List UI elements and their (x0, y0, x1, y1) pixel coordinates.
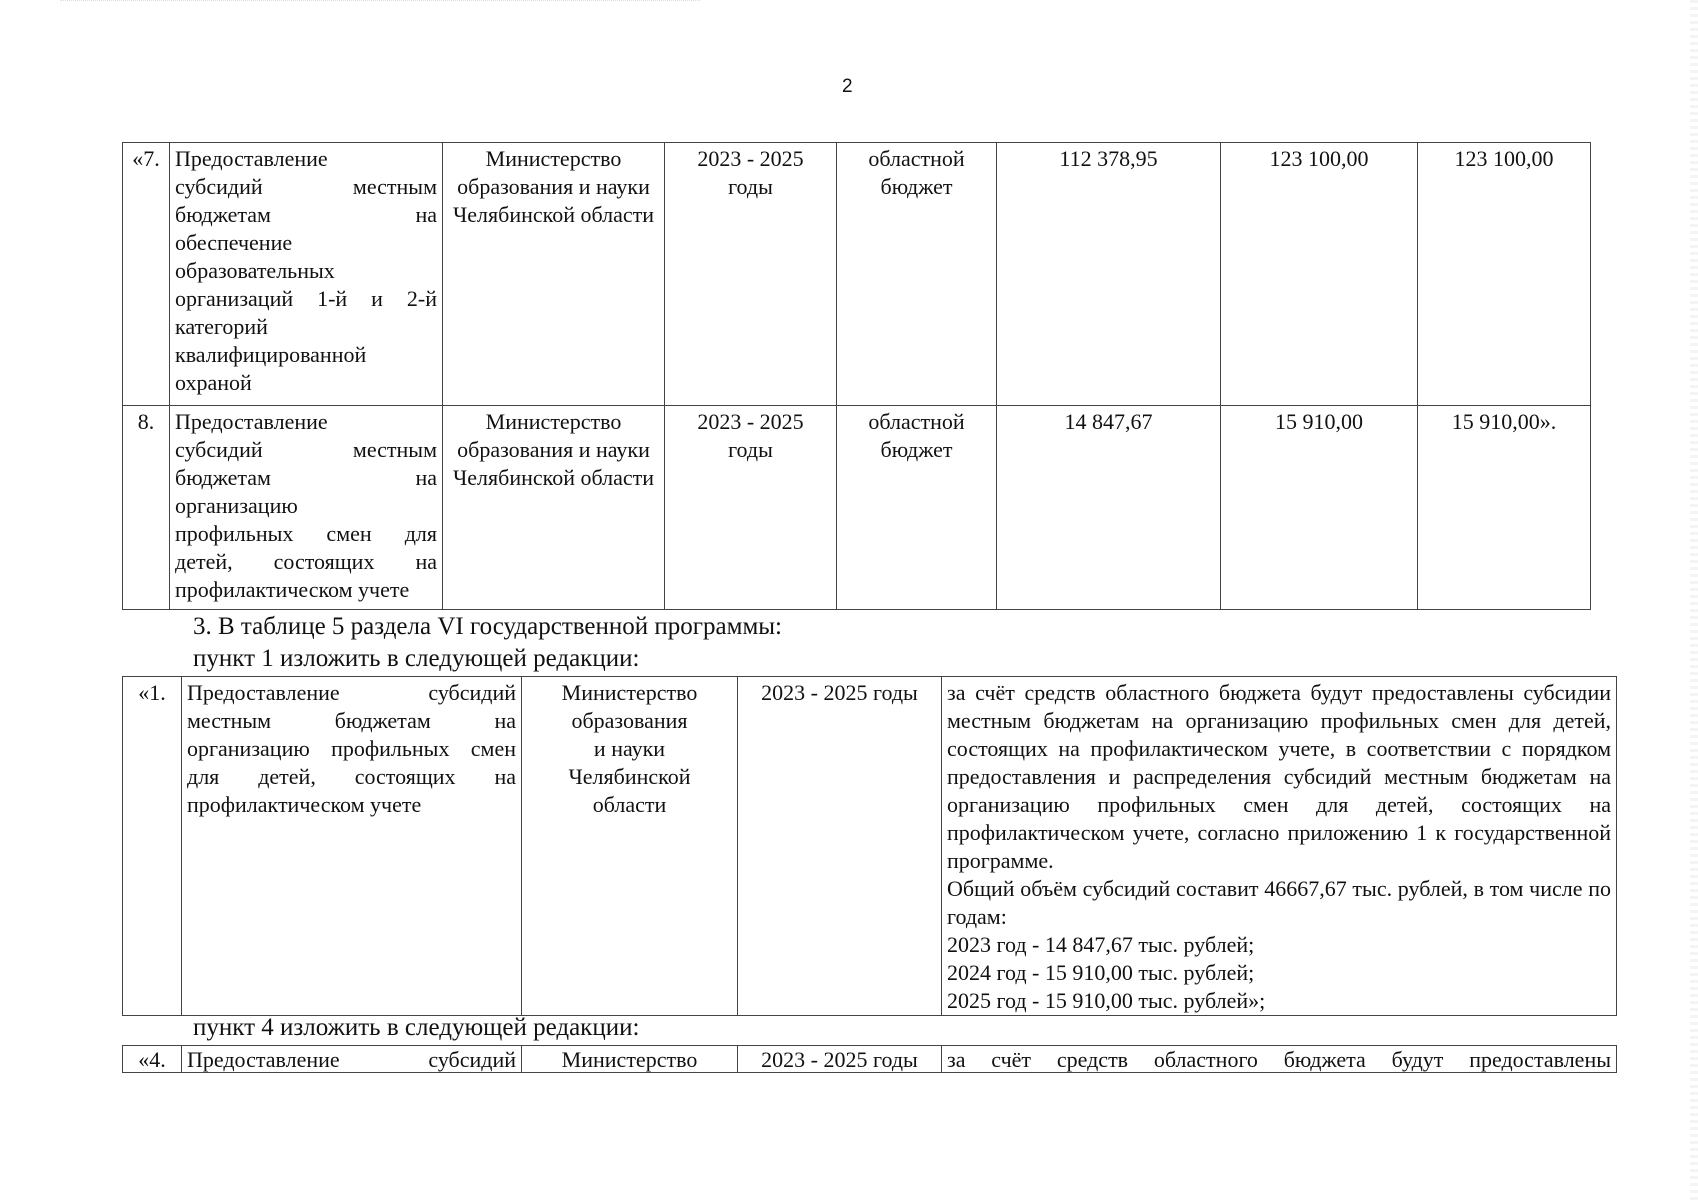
period: 2023 - 2025 годы (665, 143, 837, 406)
amount-2023: 14 847,67 (997, 406, 1221, 610)
period: 2023 - 2025 годы (738, 1046, 942, 1073)
table-row (123, 406, 1591, 610)
table-row (123, 1046, 1617, 1073)
amount-2024: 123 100,00 (1221, 143, 1418, 406)
amount-2025: 15 910,00». (1418, 406, 1591, 610)
item-1-table (122, 676, 1617, 1016)
activity-name: Предоставление субсидий местным бюджетам на обеспечение образовательных организаций 1-й и 2-й категорий квалифицированной охраной (170, 143, 443, 406)
executor: Министерство образования и науки Челябинской области (522, 677, 738, 1016)
amount-2023: 112 378,95 (997, 143, 1221, 406)
row-number: «7. (123, 143, 170, 406)
activity-description: за счёт средств областного бюджета будут предоставлены (942, 1046, 1617, 1073)
row-number: «4. (123, 1046, 182, 1073)
item-1-intro: пункт 1 изложить в следующей редакции: (193, 645, 640, 672)
section-3-heading: 3. В таблице 5 раздела VI государственной программы: (193, 613, 783, 640)
scan-artifact-right (1690, 0, 1698, 1200)
row-number: «1. (123, 677, 182, 1016)
activity-name: Предоставление субсидий местным бюджетам на организацию профильных смен для детей, состоящих на профилактическом учете (182, 677, 522, 1016)
period: 2023 - 2025 годы (665, 406, 837, 610)
program-activities-table (122, 142, 1591, 610)
executor: Министерство образования и науки Челябинской области (443, 143, 665, 406)
amount-2025: 123 100,00 (1418, 143, 1591, 406)
page-number: 2 (842, 76, 853, 97)
row-number: 8. (123, 406, 170, 610)
period: 2023 - 2025 годы (738, 677, 942, 1016)
activity-description: за счёт средств областного бюджета будут предоставлены субсидии местным бюджетам на организацию профильных смен для детей, состоящих на профилактическом учете, в соответствии с порядком предоставления и распределения субсидий местным бюджетам на организацию профильных смен для детей, состоящих на профилактическом учете, согласно приложению 1 к государственной программе. Общий объём субсидий составит 46667,67 тыс. рублей, в том числе по годам: 2023 год - 14 847,67 тыс. рублей; 2024 год - 15 910,00 тыс. рублей; 2025 год - 15 910,00 тыс. рублей»; (942, 677, 1617, 1016)
activity-name: Предоставление субсидий (182, 1046, 522, 1073)
funding-source: областной бюджет (837, 406, 997, 610)
executor: Министерство (522, 1046, 738, 1073)
item-4-intro: пункт 4 изложить в следующей редакции: (193, 1014, 640, 1041)
activity-name: Предоставление субсидий местным бюджетам на организацию профильных смен для детей, состоящих на профилактическом учете (170, 406, 443, 610)
table-row (123, 143, 1591, 406)
funding-source: областной бюджет (837, 143, 997, 406)
item-4-table (122, 1045, 1617, 1073)
table-row (123, 677, 1617, 1016)
amount-2024: 15 910,00 (1221, 406, 1418, 610)
scan-artifact-top (60, 0, 700, 4)
executor: Министерство образования и науки Челябинской области (443, 406, 665, 610)
